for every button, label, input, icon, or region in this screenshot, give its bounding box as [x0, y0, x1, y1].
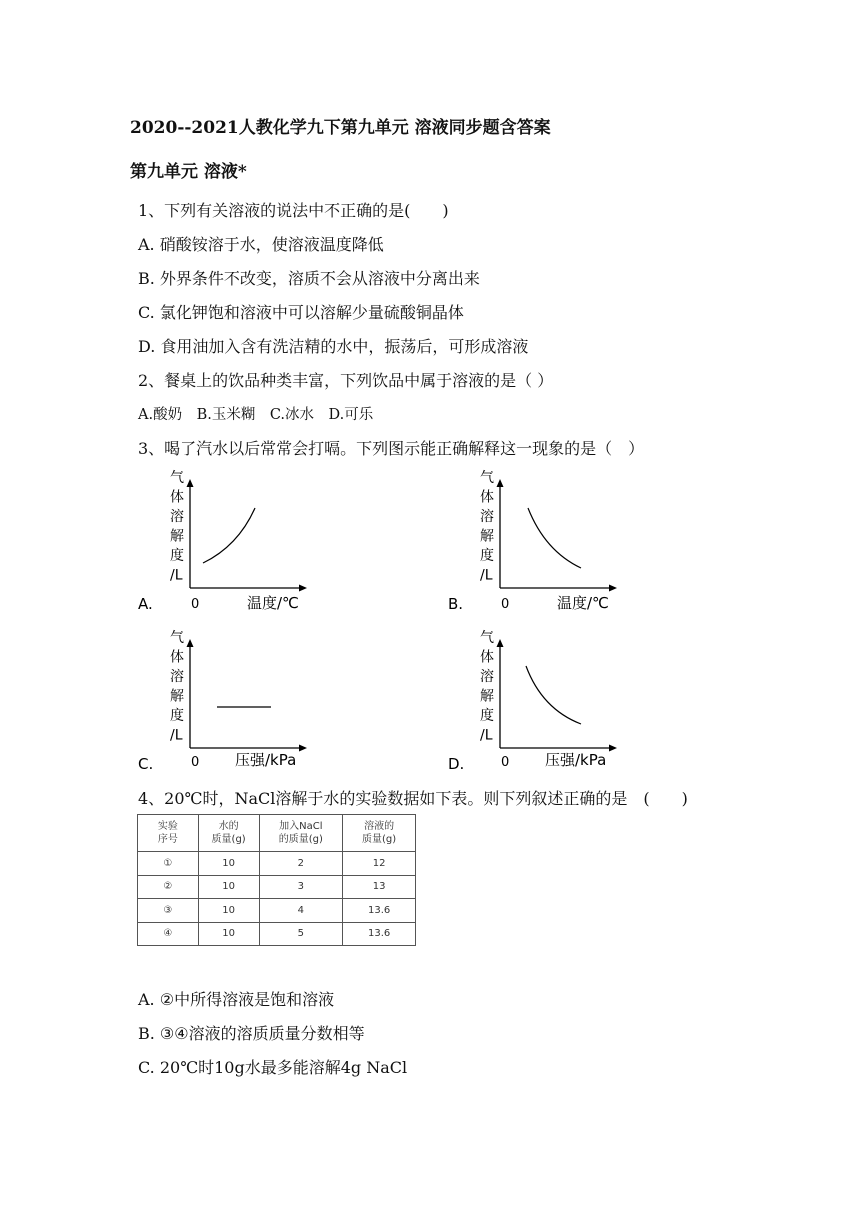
y-label-char: 体 [480, 489, 494, 506]
question-1-option-b: B. 外界条件不改变，溶质不会从溶液中分离出来 [138, 269, 480, 288]
y-label-char: 度 [480, 548, 494, 564]
y-label-char: 度 [170, 548, 184, 564]
graph-b-origin: 0 [501, 597, 510, 612]
table-row [138, 922, 416, 946]
question-3-stem: 3、喝了汽水以后常常会打嗝。下列图示能正确解释这一现象的是（ ） [138, 439, 645, 458]
table-cell: 3 [259, 875, 343, 899]
y-label-char: 体 [480, 649, 494, 666]
question-1-option-c: C. 氯化钾饱和溶液中可以溶解少量硫酸铜晶体 [138, 303, 464, 322]
table-cell: 10 [198, 875, 259, 899]
table-header-cell: 实验 序号 [138, 815, 199, 852]
graph-b-option-label: B. [448, 595, 464, 613]
table-cell: 5 [259, 922, 343, 946]
y-label-char: 体 [170, 489, 184, 506]
graph-a-x-label: 温度/℃ [247, 594, 299, 612]
y-label-char: 气 [170, 630, 184, 646]
table-cell: 13.6 [343, 922, 416, 946]
y-label-char: 气 [480, 470, 494, 486]
y-label-char: 度 [480, 708, 494, 724]
question-4-option-c: C. 20℃时10g水最多能溶解4g NaCl [138, 1058, 408, 1077]
table-cell: 10 [198, 899, 259, 923]
table-cell: 10 [198, 852, 259, 876]
y-label-char: /L [480, 727, 493, 744]
table-row [138, 899, 416, 923]
graph-d-curve [526, 666, 581, 724]
graph-d-origin: 0 [501, 755, 510, 770]
table-header-row [138, 815, 416, 852]
question-2-options: A.酸奶 B.玉米糊 C.冰水 D.可乐 [138, 407, 374, 423]
table-header-cell: 加入NaCl 的质量(g) [259, 815, 343, 852]
question-4-option-a: A. ②中所得溶液是饱和溶液 [138, 990, 335, 1009]
y-label-char: 解 [480, 528, 494, 545]
y-label-char: /L [170, 567, 183, 584]
y-label-char: 体 [170, 649, 184, 666]
y-label-char: /L [170, 727, 183, 744]
table-cell: 4 [259, 899, 343, 923]
table-cell: 10 [198, 922, 259, 946]
graph-c-y-label [170, 630, 184, 744]
y-label-char: 解 [170, 688, 184, 705]
y-label-char: 度 [170, 708, 184, 724]
graph-a-option-label: A. [138, 595, 153, 613]
y-label-char: /L [480, 567, 493, 584]
graph-c [130, 626, 330, 776]
y-label-char: 溶 [170, 509, 184, 525]
y-label-char: 溶 [480, 669, 494, 685]
table-cell: 2 [259, 852, 343, 876]
table-cell: ① [138, 852, 199, 876]
graph-a-curve [203, 508, 255, 563]
table-cell: 12 [343, 852, 416, 876]
question-2-stem: 2、餐桌上的饮品种类丰富，下列饮品中属于溶液的是（ ） [138, 371, 554, 390]
graph-c-origin: 0 [191, 755, 200, 770]
unit-title: 第九单元 溶液* [130, 162, 247, 182]
table-row [138, 875, 416, 899]
graph-b-y-label [480, 470, 494, 584]
data-table [137, 814, 416, 946]
table-cell: ② [138, 875, 199, 899]
question-4-stem: 4、20℃时，NaCl溶解于水的实验数据如下表。则下列叙述正确的是 ( ) [138, 789, 688, 808]
question-1-stem: 1、下列有关溶液的说法中不正确的是( ) [138, 201, 449, 220]
table-row [138, 852, 416, 876]
graph-d [440, 626, 640, 776]
graph-b-x-label: 温度/℃ [557, 594, 609, 612]
table-cell: 13 [343, 875, 416, 899]
y-label-char: 解 [480, 688, 494, 705]
y-label-char: 解 [170, 528, 184, 545]
graph-b-curve [528, 508, 581, 568]
y-label-char: 气 [170, 470, 184, 486]
graph-a-origin: 0 [191, 597, 200, 612]
graph-c-option-label: C. [138, 755, 154, 773]
table-cell: ④ [138, 922, 199, 946]
question-1-option-d: D. 食用油加入含有洗洁精的水中，振荡后，可形成溶液 [138, 337, 529, 356]
graph-d-x-label: 压强/kPa [545, 751, 607, 769]
table-cell: 13.6 [343, 899, 416, 923]
graph-b [440, 466, 640, 616]
graph-a [130, 466, 330, 616]
graph-d-option-label: D. [448, 755, 465, 773]
graph-a-y-label [170, 470, 184, 584]
table-cell: ③ [138, 899, 199, 923]
table-header-cell: 溶液的 质量(g) [343, 815, 416, 852]
y-label-char: 溶 [480, 509, 494, 525]
question-1-option-a: A. 硝酸铵溶于水，使溶液温度降低 [138, 235, 384, 254]
y-label-char: 溶 [170, 669, 184, 685]
table-header-cell: 水的 质量(g) [198, 815, 259, 852]
graph-d-y-label [480, 630, 494, 744]
question-4-option-b: B. ③④溶液的溶质质量分数相等 [138, 1024, 365, 1043]
y-label-char: 气 [480, 630, 494, 646]
graph-c-x-label: 压强/kPa [235, 751, 297, 769]
document-title: 2020--2021人教化学九下第九单元 溶液同步题含答案 [130, 118, 551, 138]
